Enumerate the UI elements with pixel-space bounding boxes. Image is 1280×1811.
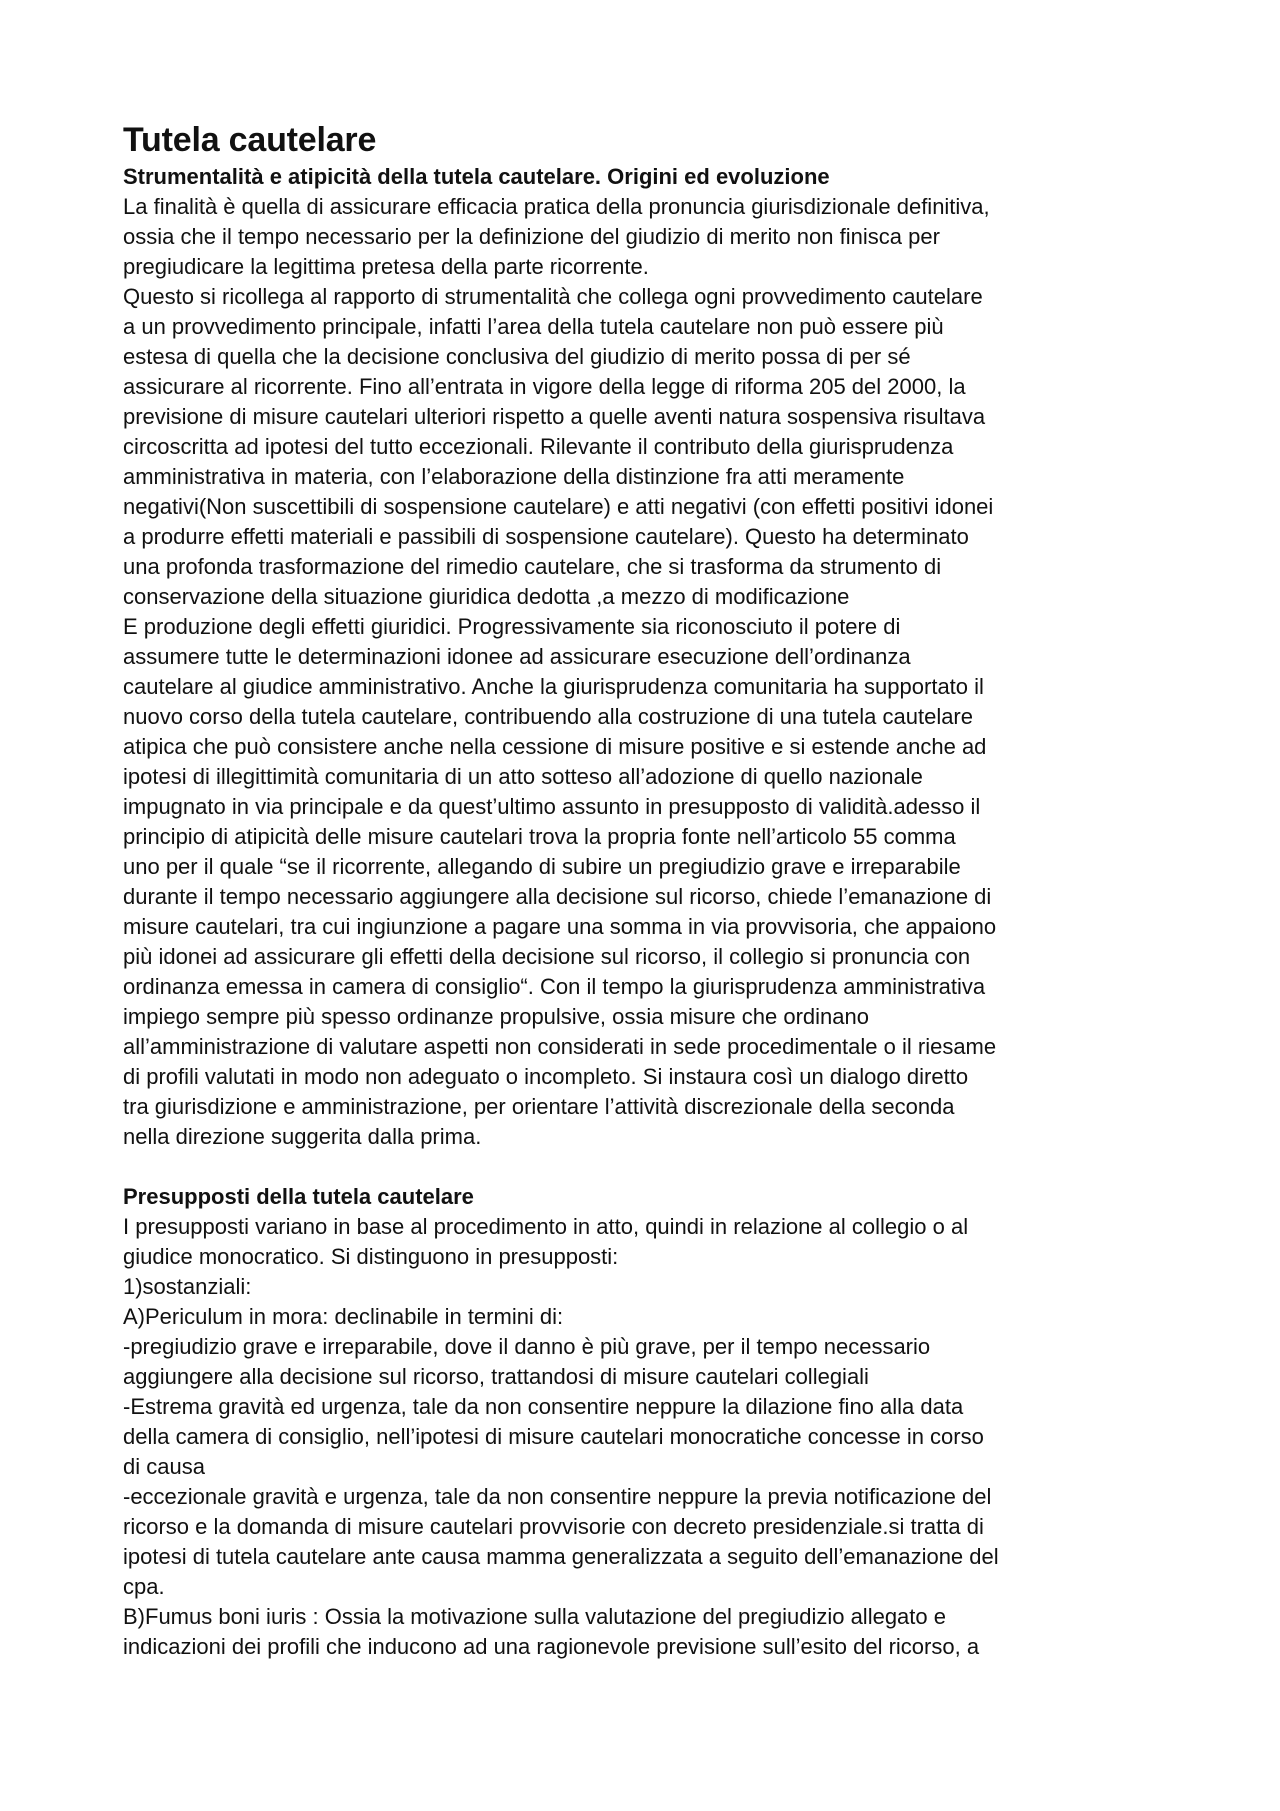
text-line: amministrativa in materia, con l’elaborazione della distinzione fra atti meramente (123, 464, 905, 489)
text-line: una profonda trasformazione del rimedio cautelare, che si trasforma da strumento di (123, 554, 942, 579)
text-line: di profili valutati in modo non adeguato o incompleto. Si instaura così un dialogo diretto (123, 1064, 969, 1089)
text-line: I presupposti variano in base al procedimento in atto, quindi in relazione al collegio o al (123, 1214, 969, 1239)
text-line: misure cautelari, tra cui ingiunzione a pagare una somma in via provvisoria, che appaiono (123, 914, 997, 939)
text-line: durante il tempo necessario aggiungere alla decisione sul ricorso, chiede l’emanazione di (123, 884, 992, 909)
text-line: più idonei ad assicurare gli effetti della decisione sul ricorso, il collegio si pronuncia con (123, 944, 971, 969)
text-line: nuovo corso della tutela cautelare, contribuendo alla costruzione di una tutela cautelare (123, 704, 973, 729)
text-line: atipica che può consistere anche nella cessione di misure positive e si estende anche ad (123, 734, 987, 759)
text-line: -eccezionale gravità e urgenza, tale da non consentire neppure la previa notificazione del (123, 1484, 992, 1509)
text-line: -pregiudizio grave e irreparabile, dove il danno è più grave, per il tempo necessario (123, 1334, 931, 1359)
text-line: ordinanza emessa in camera di consiglio“. Con il tempo la giurisprudenza amministrativa (123, 974, 986, 999)
text-line: A)Periculum in mora: declinabile in termini di: (123, 1304, 564, 1329)
text-line: circoscritta ad ipotesi del tutto eccezionali. Rilevante il contributo della giurisprudenza (123, 434, 954, 459)
text-line: all’amministrazione di valutare aspetti non considerati in sede procedimentale o il riesame (123, 1034, 997, 1059)
text-line: previsione di misure cautelari ulteriori rispetto a quelle aventi natura sospensiva risultava (123, 404, 986, 429)
text-line: estesa di quella che la decisione conclusiva del giudizio di merito possa di per sé (123, 344, 911, 369)
text-line: Questo si ricollega al rapporto di strumentalità che collega ogni provvedimento cautelare (123, 284, 983, 309)
text-line: ipotesi di tutela cautelare ante causa mamma generalizzata a seguito dell’emanazione del (123, 1544, 999, 1569)
section-heading-strumentalita: Strumentalità e atipicità della tutela cautelare. Origini ed evoluzione (123, 164, 830, 189)
text-line: a produrre effetti materiali e passibili di sospensione cautelare). Questo ha determinato (123, 524, 969, 549)
text-line: assicurare al ricorrente. Fino all’entrata in vigore della legge di riforma 205 del 2000, la (123, 374, 966, 399)
document-page (123, 120, 1173, 1662)
text-line: principio di atipicità delle misure cautelari trova la propria fonte nell’articolo 55 comma (123, 824, 956, 849)
text-line: ossia che il tempo necessario per la definizione del giudizio di merito non finisca per (123, 224, 940, 249)
text-line: La finalità è quella di assicurare efficacia pratica della pronuncia giurisdizionale definitiva, (123, 194, 990, 219)
text-line: uno per il quale “se il ricorrente, allegando di subire un pregiudizio grave e irreparabile (123, 854, 961, 879)
text-line: impiego sempre più spesso ordinanze propulsive, ossia misure che ordinano (123, 1004, 869, 1029)
text-line: nella direzione suggerita dalla prima. (123, 1124, 482, 1149)
text-line: cautelare al giudice amministrativo. Anche la giurisprudenza comunitaria ha supportato il (123, 674, 984, 699)
text-line: a un provvedimento principale, infatti l’area della tutela cautelare non può essere più (123, 314, 944, 339)
text-line: ricorso e la domanda di misure cautelari provvisorie con decreto presidenziale.si tratta di (123, 1514, 984, 1539)
text-line: negativi(Non suscettibili di sospensione cautelare) e atti negativi (con effetti positivi idonei (123, 494, 994, 519)
section-heading-presupposti: Presupposti della tutela cautelare (123, 1184, 474, 1209)
text-line: di causa (123, 1454, 205, 1479)
text-line: ipotesi di illegittimità comunitaria di un atto sotteso all’adozione di quello nazionale (123, 764, 923, 789)
text-line: cpa. (123, 1574, 165, 1599)
text-line: indicazioni dei profili che inducono ad una ragionevole previsione sull’esito del ricorso, a (123, 1634, 980, 1659)
section-body-presupposti (123, 1212, 1173, 1662)
text-line: assumere tutte le determinazioni idonee ad assicurare esecuzione dell’ordinanza (123, 644, 911, 669)
text-line: della camera di consiglio, nell’ipotesi di misure cautelari monocratiche concesse in corso (123, 1424, 984, 1449)
text-line: pregiudicare la legittima pretesa della parte ricorrente. (123, 254, 649, 279)
text-line: tra giurisdizione e amministrazione, per orientare l’attività discrezionale della seconda (123, 1094, 955, 1119)
page-title: Tutela cautelare (123, 121, 377, 159)
text-line: impugnato in via principale e da quest’ultimo assunto in presupposto di validità.adesso il (123, 794, 981, 819)
text-line: conservazione della situazione giuridica dedotta ,a mezzo di modificazione (123, 584, 850, 609)
section-body-strumentalita (123, 192, 1173, 1152)
text-line: B)Fumus boni iuris : Ossia la motivazione sulla valutazione del pregiudizio allegato e (123, 1604, 946, 1629)
paragraph-gap (123, 1152, 1173, 1182)
text-line: aggiungere alla decisione sul ricorso, trattandosi di misure cautelari collegiali (123, 1364, 869, 1389)
text-line: giudice monocratico. Si distinguono in presupposti: (123, 1244, 619, 1269)
text-line: -Estrema gravità ed urgenza, tale da non consentire neppure la dilazione fino alla data (123, 1394, 964, 1419)
text-line: E produzione degli effetti giuridici. Progressivamente sia riconosciuto il potere di (123, 614, 901, 639)
text-line: 1)sostanziali: (123, 1274, 252, 1299)
